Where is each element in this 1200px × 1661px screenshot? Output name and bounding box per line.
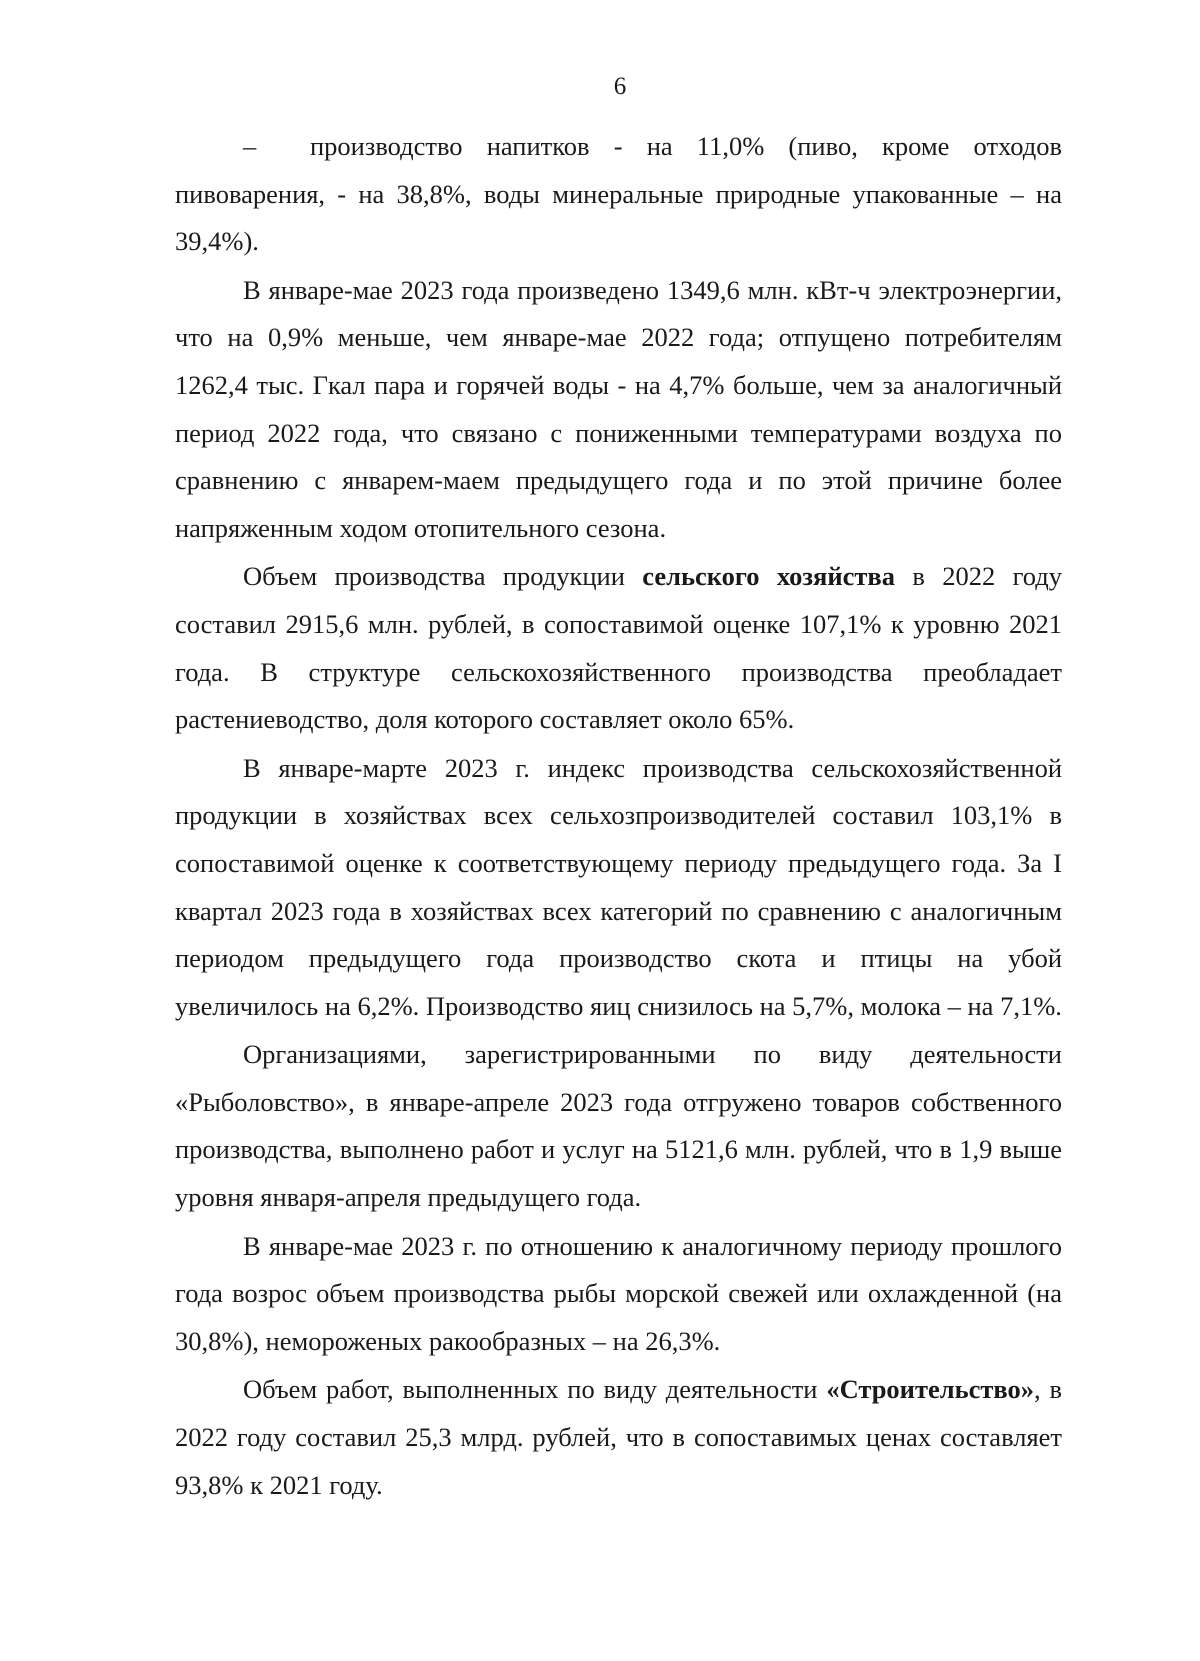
page-number: 6 xyxy=(613,73,627,100)
paragraph-fish-production: В январе-мае 2023 г. по отношению к аналогичному периоду прошлого года возрос объем производства рыбы морской свежей или охлажденной (на 30,8%), немороженых ракообразных – на 26,3%. xyxy=(175,1230,1062,1356)
list-dash: – xyxy=(243,131,257,161)
paragraph-agriculture-text-start: Объем производства продукции xyxy=(243,561,643,592)
paragraph-fishing: Организациями, зарегистрированными по виду деятельности «Рыболовство», в январе-апреле 2023 года отгружено товаров собственного производства, выполнено работ и услуг на 5121,6 млн. рублей, что в 1,9 выше уровня января-апреля предыдущего года. xyxy=(175,1039,1062,1213)
paragraph-agriculture-text-end: в 2022 году составил 2915,6 млн. рублей, в сопоставимой оценке 107,1% к уровню 2021 года. В структуре сельскохозяйственного производства преобладает растениеводство, доля которого составляет около 65%. xyxy=(175,561,1062,735)
paragraph-construction-text-start: Объем работ, выполненных по виду деятельности xyxy=(243,1374,827,1405)
agriculture-heading: сельского хозяйства xyxy=(642,561,895,592)
paragraph-agriculture xyxy=(175,553,1062,743)
paragraph-beverages-text: производство напитков - на 11,0% (пиво, кроме отходов пивоварения, - на 38,8%, воды минеральные природные упакованные – на 39,4%). xyxy=(175,131,1062,257)
construction-heading: «Строительство» xyxy=(826,1374,1035,1405)
paragraph-beverages xyxy=(175,123,1062,266)
paragraph-construction-text-end: , в 2022 году составил 25,3 млрд. рублей, что в сопоставимых ценах составляет 93,8% к 2021 году. xyxy=(175,1374,1062,1500)
document-body xyxy=(175,123,1062,1509)
paragraph-electricity: В январе-мае 2023 года произведено 1349,6 млн. кВт-ч электроэнергии, что на 0,9% меньше, чем январе-мае 2022 года; отпущено потребителям 1262,4 тыс. Гкал пара и горячей воды - на 4,7% больше, чем за аналогичный период 2022 года, что связано с пониженными температурами воздуха по сравнению с январем-маем предыдущего года и по этой причине более напряженным ходом отопительного сезона. xyxy=(175,274,1062,543)
paragraph-construction xyxy=(175,1366,1062,1509)
paragraph-agri-index: В январе-марте 2023 г. индекс производства сельскохозяйственной продукции в хозяйствах всех сельхозпроизводителей составил 103,1% в сопоставимой оценке к соответствующему периоду предыдущего года. За I квартал 2023 года в хозяйствах всех категорий по сравнению с аналогичным периодом предыдущего года производство скота и птицы на убой увеличилось на 6,2%. Производство яиц снизилось на 5,7%, молока – на 7,1%. xyxy=(175,752,1062,1021)
